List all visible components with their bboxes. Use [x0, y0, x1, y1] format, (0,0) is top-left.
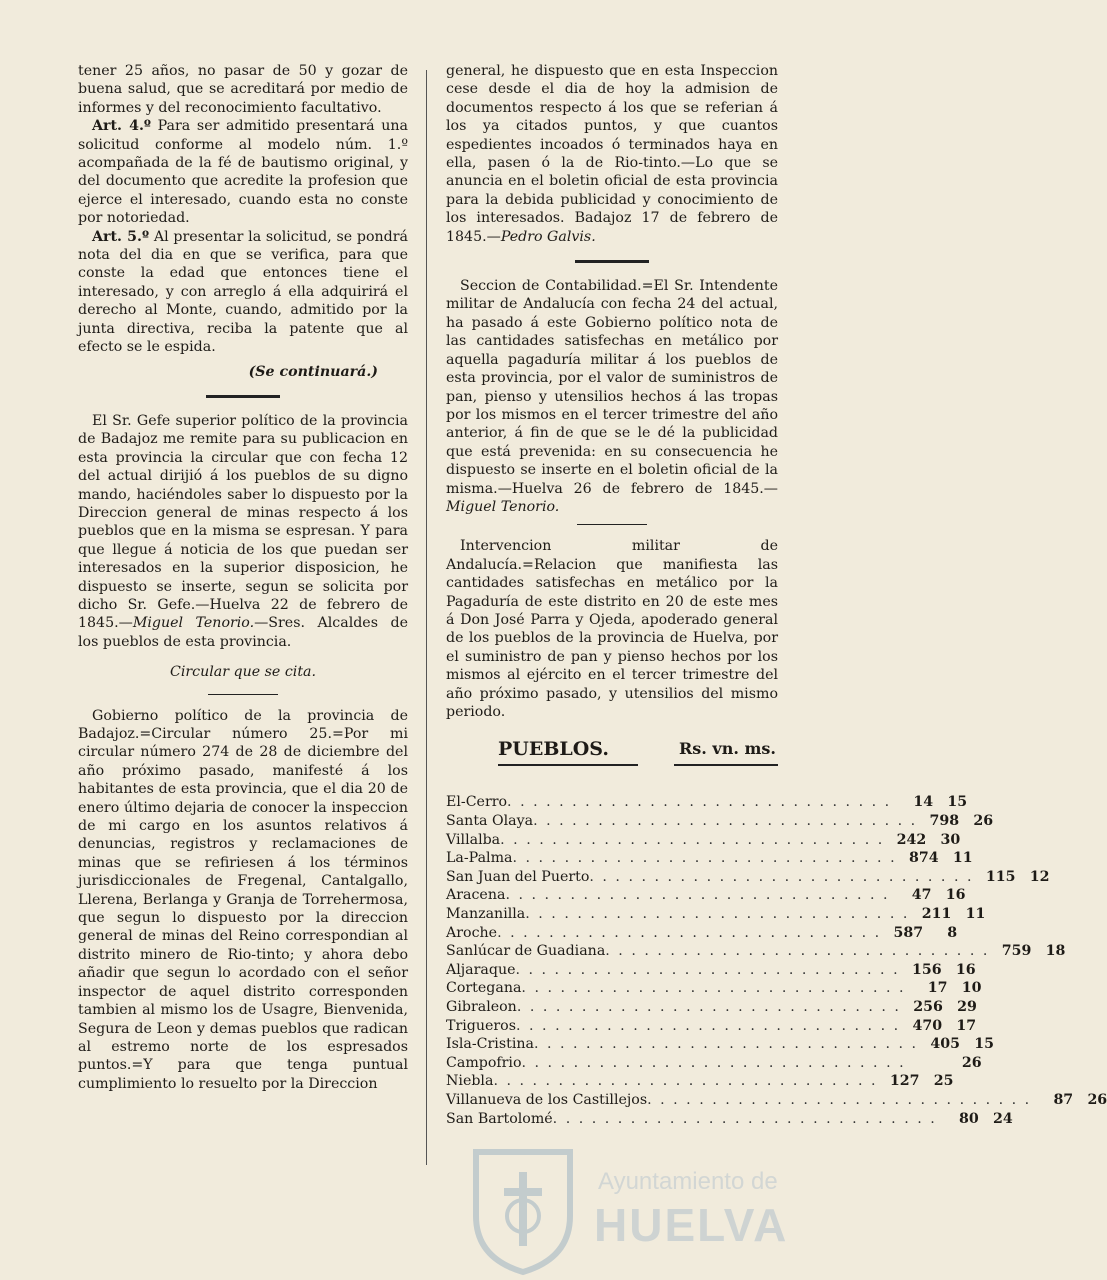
table-row — [446, 942, 1066, 961]
article-5 — [78, 228, 408, 357]
watermark-line2: HUELVA — [594, 1199, 789, 1251]
subtitle-divider — [208, 694, 278, 695]
leader-dots: . . . . . . . . . . . . . . . . . . . . . . . . . . . . . . — [525, 905, 910, 922]
leader-dots: . . . . . . . . . . . . . . . . . . . . . . . . . . . . . . — [507, 794, 892, 811]
table-row — [446, 1017, 977, 1036]
gobierno-circular: Gobierno político de la provincia de Badajoz.=Circular número 25.=Por mi circular número 274 de 28 de diciembre del año próximo pasado, manifesté á los habitantes de esta provincia, que el dia 20 de enero último dejaria de conocer la inspeccion de mi cargo en los asuntos relativos á denuncias, registros y reclamaciones de minas que se refiriesen á los términos jurisdiccionales de Fregenal, Cantalgallo, Llerena, Berlanga y Granja de Torrehermosa, que segun lo dispuesto por la direccion general de minas del Reino correspondian al distrito minero de Rio-tinto; y ahora debo añadir que segun lo acordado con el señor inspector de aquel distrito corresponden tambien al mismo los de Usagre, Bienvenida, Segura de Leon y demas pueblos que radican al estremo norte de los espresados puntos.=Y para que tenga puntual cumplimiento lo resuelto por la Direccion — [78, 707, 408, 1092]
table-row — [446, 924, 958, 943]
contabilidad-text: Seccion de Contabilidad.=El Sr. Intendente militar de Andalucía con fecha 24 del actual, ha pasado á este Gobierno político nota de las cantidades satisfechas en metálico por aquella pagaduría militar á los pueblos de esta provincia, por el valor de suministros de pan, pienso y utensilios hechos á las tropas por los mismos en el tercer trimestre del año anterior, á fin de que se le dé la publicidad que está prevenida: en su consecuencia he dispuesto se inserte en el boletin oficial de la misma.—Huelva 26 de febrero de 1845.— — [446, 278, 778, 497]
leader-dots: . . . . . . . . . . . . . . . . . . . . . . . . . . . . . . — [516, 1017, 901, 1034]
pueblo-name: Villanueva de los Castillejos — [446, 1091, 648, 1108]
pueblo-name: San Juan del Puerto — [446, 868, 590, 885]
pueblo-name: Villalba — [446, 831, 501, 848]
table-body — [446, 793, 1107, 1128]
pueblo-name: Niebla — [446, 1073, 494, 1090]
table-row — [446, 1091, 1107, 1110]
right-column — [446, 62, 1107, 1128]
article-5-label: Art. 5.º — [92, 228, 150, 245]
maravedis-value: 16 — [945, 887, 966, 904]
table-row — [446, 905, 986, 924]
reales-value: 798 — [929, 813, 960, 829]
payments-table — [446, 737, 1107, 1128]
watermark — [468, 1146, 798, 1276]
pueblo-name: San Bartolomé — [446, 1110, 553, 1127]
maravedis-value: 10 — [961, 980, 982, 997]
reales-value: 256 — [913, 998, 943, 1015]
shield-icon — [468, 1146, 578, 1276]
maravedis-value: 24 — [993, 1110, 1013, 1127]
header-underlines — [446, 761, 778, 771]
leader-dots: . . . . . . . . . . . . . . . . . . . . . . . . . . . . . . — [605, 943, 990, 960]
table-row — [446, 849, 973, 868]
table-row — [446, 1072, 954, 1091]
pueblo-name: Aroche — [446, 924, 498, 941]
reales-value: 242 — [896, 831, 927, 848]
gefe-notice-signature: Miguel Tenorio. — [132, 615, 255, 632]
inspection-text: general, he dispuesto que en esta Inspeccion cese desde el dia de hoy la admision de documentos respecto á los que se referian á los ya citados puntos, y que cuantos espedientes incoados ó terminados haya en ella, pasen ó la de Rio-tinto.—Lo que se anuncia en el boletin oficial de esta provincia para la debida publicidad y conocimiento de los interesados. Badajoz 17 de febrero de 1845.— — [446, 63, 778, 245]
inspection-signature: Pedro Galvis. — [500, 228, 596, 245]
pueblo-name: La-Palma — [446, 850, 513, 867]
reales-value: 156 — [911, 961, 942, 978]
gefe-notice — [78, 412, 408, 651]
leader-dots: . . . . . . . . . . . . . . . . . . . . . . . . . . . . . . — [512, 850, 897, 867]
pueblo-name: Aracena — [446, 887, 506, 904]
section-divider — [206, 395, 280, 398]
article-4-label: Art. 4.º — [92, 118, 151, 135]
article-5-text: Al presentar la solicitud, se pondrá nota del dia en que se verifica, para que conste la edad que entonces tiene el interesado, y con arreglo á ella adquirirá el derecho al Monte, cuando, admitido por la junta directiva, reciba la patente que al efecto se le espida. — [78, 228, 408, 356]
gefe-notice-tail: —Sres. Alcaldes de los pueblos de esta provincia. — [78, 615, 408, 650]
pueblo-name: Isla-Cristina — [446, 1036, 534, 1053]
leader-dots: . . . . . . . . . . . . . . . . . . . . . . . . . . . . . . — [515, 961, 900, 978]
reales-value: 587 — [893, 924, 924, 941]
table-row — [446, 1054, 982, 1073]
table-row — [446, 831, 961, 850]
table-row — [446, 1035, 995, 1054]
table-row — [446, 793, 968, 812]
inspection-paragraph — [446, 62, 778, 246]
reales-value: 127 — [889, 1073, 920, 1090]
pueblo-name: Santa Olaya — [446, 813, 534, 829]
article-paragraph: tener 25 años, no pasar de 50 y gozar de buena salud, que se acreditará por medio de informes y del reconocimiento facultativo. — [78, 63, 408, 116]
maravedis-value: 26 — [961, 1054, 982, 1071]
pueblo-name: Trigueros — [446, 1017, 517, 1034]
leader-dots: . . . . . . . . . . . . . . . . . . . . . . . . . . . . . . — [500, 831, 885, 848]
intervencion-notice: Intervencion militar de Andalucía.=Relacion que manifiesta las cantidades satisfechas en metálico por la Pagaduría de este distrito en 20 de este mes á Don José Parra y Ojeda, apoderado general de los pueblos de la provincia de Huelva, por el suministro de pan y pienso hechos por los mismos al ejército en el tercer trimestre del año próximo pasado, y utensilios del mismo periodo. — [446, 538, 778, 720]
leader-dots: . . . . . . . . . . . . . . . . . . . . . . . . . . . . . . — [521, 980, 906, 997]
maravedis-value: 15 — [974, 1036, 995, 1053]
reales-value: 211 — [921, 905, 952, 922]
pueblos-underline — [498, 764, 638, 766]
maravedis-value: 26 — [1087, 1091, 1107, 1108]
table-header — [446, 737, 778, 761]
reales-value: 47 — [911, 887, 932, 904]
leader-dots: . . . . . . . . . . . . . . . . . . . . . . . . . . . . . . — [533, 1036, 919, 1053]
table-row — [446, 979, 982, 998]
maravedis-value: 11 — [965, 905, 986, 922]
pueblo-name: Sanlúcar de Guadiana — [446, 943, 606, 960]
pueblo-name: Aljaraque — [446, 961, 516, 978]
pueblos-header: PUEBLOS. — [498, 738, 609, 761]
table-row — [446, 812, 994, 831]
left-column — [78, 62, 408, 1093]
section-divider — [575, 260, 649, 263]
reales-value: 17 — [927, 980, 948, 997]
section-divider-short — [577, 524, 647, 525]
leader-dots: . . . . . . . . . . . . . . . . . . . . . . . . . . . . . . — [589, 868, 974, 885]
pueblo-name: Manzanilla — [446, 905, 526, 922]
pueblo-name: El-Cerro — [446, 794, 508, 811]
maravedis-value: 17 — [956, 1017, 977, 1034]
table-row — [446, 868, 1050, 887]
reales-value: 405 — [930, 1036, 961, 1053]
column-divider — [426, 70, 427, 1165]
continued-note: (Se continuará.) — [248, 363, 378, 380]
circular-title: Circular que se cita. — [169, 664, 316, 681]
contabilidad-notice — [446, 277, 778, 516]
reales-value: 80 — [959, 1110, 979, 1127]
amount-header: Rs. vn. ms. — [678, 739, 776, 759]
article-4 — [78, 117, 408, 227]
leader-dots: . . . . . . . . . . . . . . . . . . . . . . . . . . . . . . — [533, 813, 918, 829]
pueblo-name: Gibraleon — [446, 998, 517, 1015]
maravedis-value: 15 — [947, 794, 968, 811]
maravedis-value: 11 — [952, 850, 973, 867]
leader-dots: . . . . . . . . . . . . . . . . . . . . . . . . . . . . . . — [647, 1091, 1032, 1108]
maravedis-value: 25 — [933, 1073, 954, 1090]
leader-dots: . . . . . . . . . . . . . . . . . . . . . . . . . . . . . . — [497, 924, 882, 941]
maravedis-value: 12 — [1029, 868, 1050, 885]
maravedis-value: 30 — [940, 831, 961, 848]
table-row — [446, 961, 976, 980]
reales-value: 115 — [985, 868, 1016, 885]
contabilidad-signature: Miguel Tenorio. — [446, 498, 560, 515]
maravedis-value: 8 — [947, 924, 958, 941]
pueblo-name: Campofrio — [446, 1054, 522, 1071]
reales-value: 470 — [912, 1017, 943, 1034]
leader-dots: . . . . . . . . . . . . . . . . . . . . . . . . . . . . . . — [493, 1073, 878, 1090]
maravedis-value: 18 — [1045, 943, 1066, 960]
watermark-line1: Ayuntamiento de — [598, 1168, 778, 1195]
maravedis-value: 29 — [957, 998, 977, 1015]
reales-value: 874 — [908, 850, 939, 867]
table-row — [446, 998, 977, 1017]
maravedis-value: 16 — [955, 961, 976, 978]
maravedis-value: 26 — [973, 813, 994, 829]
reales-value: 14 — [913, 794, 934, 811]
leader-dots: . . . . . . . . . . . . . . . . . . . . . . . . . . . . . . — [521, 1054, 906, 1071]
table-row — [446, 1110, 1013, 1129]
gefe-notice-text: El Sr. Gefe superior político de la provincia de Badajoz me remite para su publicacion en esta provincia la circular que con fecha 12 del actual dirijió á los pueblos de su digno mando, haciéndoles saber lo dispuesto por la Direccion general de minas respecto á los pueblos que en la misma se espresan. Y para que llegue á noticia de los que puedan ser interesados en la superior disposicion, he dispuesto se inserte, segun se solicita por dicho Sr. Gefe.—Huelva 22 de febrero de 1845.— — [78, 412, 408, 632]
pueblo-name: Cortegana — [446, 980, 522, 997]
reales-value: 759 — [1001, 943, 1032, 960]
article-4-text: Para ser admitido presentará una solicitud conforme al modelo núm. 1.º acompañada de la fé de bautismo original, y del documento que acredite la profesion que ejerce el interesado, cuando esta no conste por notoriedad. — [78, 118, 408, 227]
leader-dots: . . . . . . . . . . . . . . . . . . . . . . . . . . . . . . — [505, 887, 890, 904]
leader-dots: . . . . . . . . . . . . . . . . . . . . . . . . . . . . . . — [552, 1110, 937, 1127]
leader-dots: . . . . . . . . . . . . . . . . . . . . . . . . . . . . . . — [516, 998, 901, 1015]
amount-underline — [674, 764, 778, 766]
table-row — [446, 886, 966, 905]
reales-value: 87 — [1053, 1091, 1074, 1108]
